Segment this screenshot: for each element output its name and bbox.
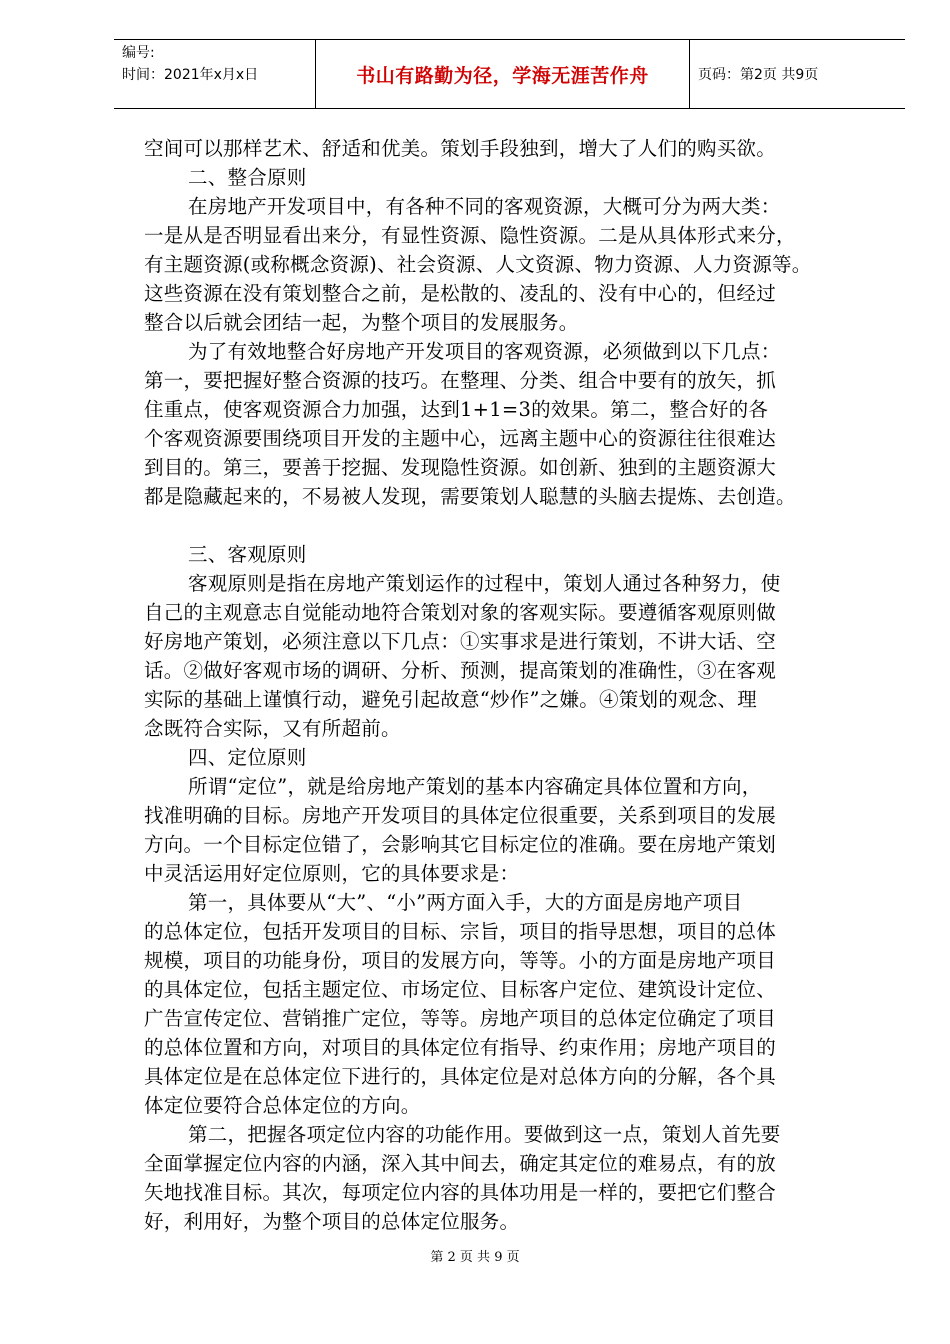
- body-line: 有主题资源(或称概念资源)、社会资源、人文资源、物力资源、人力资源等。: [144, 253, 812, 276]
- body-line: 到目的。第三，要善于挖掘、发现隐性资源。如创新、独到的主题资源大: [144, 456, 777, 479]
- body-line: 的具体定位，包括主题定位、市场定位、目标客户定位、建筑设计定位、: [144, 978, 777, 1001]
- body-line: 第一，要把握好整合资源的技巧。在整理、分类、组合中要有的放矢，抓: [144, 369, 777, 392]
- section-heading: 二、整合原则: [188, 166, 307, 189]
- header-meta: [114, 40, 316, 108]
- body-line: 第二，把握各项定位内容的功能作用。要做到这一点，策划人首先要: [188, 1123, 781, 1146]
- body-line: 自己的主观意志自觉能动地符合策划对象的客观实际。要遵循客观原则做: [144, 601, 777, 624]
- body-line: 话。②做好客观市场的调研、分析、预测，提高策划的准确性，③在客观: [144, 659, 777, 682]
- page-footer: 第 2 页 共 9 页: [430, 1250, 520, 1265]
- body-line: 广告宣传定位、营销推广定位，等等。房地产项目的总体定位确定了项目: [144, 1007, 777, 1030]
- document-body: [144, 134, 904, 1236]
- body-line: 这些资源在没有策划整合之前，是松散的、凌乱的、没有中心的，但经过: [144, 282, 777, 305]
- paragraph-gap: [144, 511, 904, 540]
- body-line: 的总体位置和方向，对项目的具体定位有指导、约束作用；房地产项目的: [144, 1036, 777, 1059]
- body-line: 个客观资源要围绕项目开发的主题中心，远离主题中心的资源往往很难达: [144, 427, 777, 450]
- body-line: 矢地找准目标。其次，每项定位内容的具体功用是一样的，要把它们整合: [144, 1181, 777, 1204]
- body-line: 念既符合实际，又有所超前。: [144, 717, 401, 740]
- body-line: 一是从是否明显看出来分，有显性资源、隐性资源。二是从具体形式来分，: [144, 224, 796, 247]
- body-line: 所谓“定位”，就是给房地产策划的基本内容确定具体位置和方向，: [188, 775, 762, 798]
- body-line: 具体定位是在总体定位下进行的，具体定位是对总体方向的分解，各个具: [144, 1065, 777, 1088]
- body-line: 规模，项目的功能身份，项目的发展方向，等等。小的方面是房地产项目: [144, 949, 777, 972]
- serial-label: 编号:: [122, 45, 155, 61]
- body-line: 找准明确的目标。房地产开发项目的具体定位很重要，关系到项目的发展: [144, 804, 777, 827]
- body-line: 中灵活运用好定位原则，它的具体要求是：: [144, 862, 520, 885]
- body-line: 好房地产策划，必须注意以下几点：①实事求是进行策划，不讲大话、空: [144, 630, 777, 653]
- body-line: 好，利用好，为整个项目的总体定位服务。: [144, 1210, 520, 1233]
- body-line: 实际的基础上谨慎行动，避免引起故意“炒作”之嫌。④策划的观念、理: [144, 688, 757, 711]
- body-line: 在房地产开发项目中，有各种不同的客观资源，大概可分为两大类：: [188, 195, 781, 218]
- section-heading: 三、客观原则: [188, 543, 307, 566]
- body-line: 体定位要符合总体定位的方向。: [144, 1094, 421, 1117]
- page-header: [114, 39, 905, 109]
- header-motto: 书山有路勤为径，学海无涯苦作舟: [316, 40, 690, 108]
- header-page-label: 页码：第2页 共9页: [698, 67, 819, 83]
- section-heading: 四、定位原则: [188, 746, 307, 769]
- body-line: 全面掌握定位内容的内涵，深入其中间去，确定其定位的难易点，有的放: [144, 1152, 777, 1175]
- date-label: 时间：2021年x月x日: [122, 67, 259, 83]
- body-line: 的总体定位，包括开发项目的目标、宗旨，项目的指导思想，项目的总体: [144, 920, 777, 943]
- body-line: 整合以后就会团结一起，为整个项目的发展服务。: [144, 311, 579, 334]
- body-line: 住重点，使客观资源合力加强，达到1+1=3的效果。第二，整合好的各: [144, 398, 769, 421]
- body-line: 都是隐藏起来的，不易被人发现，需要策划人聪慧的头脑去提炼、去创造。: [144, 485, 796, 508]
- body-line: 方向。一个目标定位错了，会影响其它目标定位的准确。要在房地产策划: [144, 833, 777, 856]
- body-line: 客观原则是指在房地产策划运作的过程中，策划人通过各种努力，使: [188, 572, 781, 595]
- body-line: 第一，具体要从“大”、“小”两方面入手，大的方面是房地产项目: [188, 891, 743, 914]
- body-line: 空间可以那样艺术、舒适和优美。策划手段独到，增大了人们的购买欲。: [144, 137, 777, 160]
- body-line: 为了有效地整合好房地产开发项目的客观资源，必须做到以下几点：: [188, 340, 781, 363]
